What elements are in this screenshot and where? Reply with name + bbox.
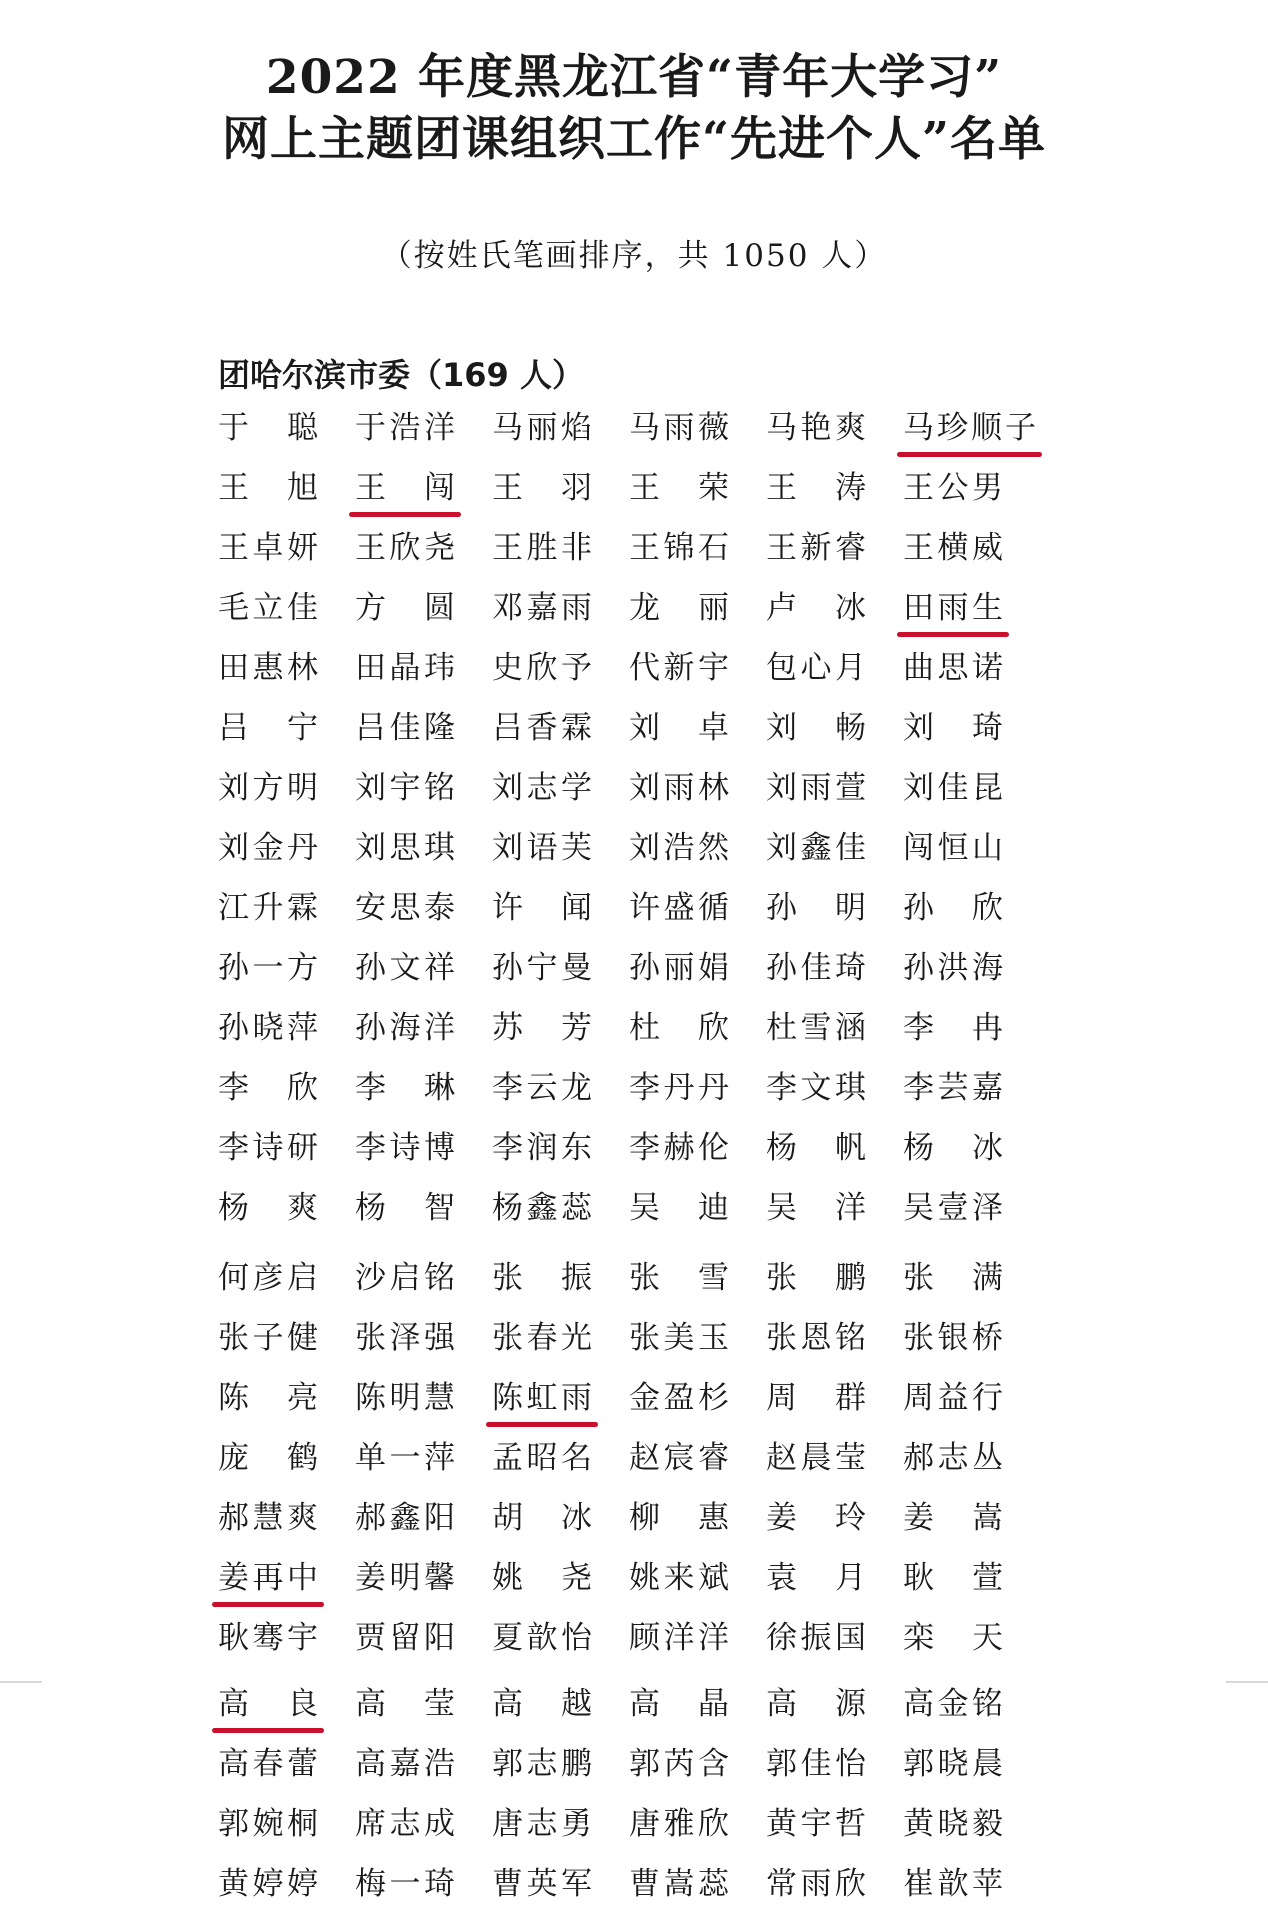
name-entry: 高 晶 [629,1686,729,1722]
name-entry: 孙 明 [766,890,866,926]
name-entry: 席 志 成 [355,1806,455,1842]
name-entry: 李 诗 研 [218,1130,318,1166]
name-entry: 许 闻 [492,890,592,926]
name-row [218,885,1058,935]
name-entry: 杜 欣 [629,1010,729,1046]
name-row [218,1741,1058,1791]
name-row [218,1861,1058,1911]
name-entry: 唐 志 勇 [492,1806,592,1842]
name-entry: 王 旭 [218,470,318,506]
name-entry: 姚 来 斌 [629,1560,729,1596]
name-row [218,645,1058,695]
name-entry: 李 欣 [218,1070,318,1106]
name-entry: 赵 晨 莹 [766,1440,866,1476]
name-entry: 沙 启 铭 [355,1260,455,1296]
name-entry: 包 心 月 [766,650,866,686]
name-entry: 于 聪 [218,410,318,446]
name-entry: 柳 惠 [629,1500,729,1536]
name-entry: 卢 冰 [766,590,866,626]
name-entry: 陈 明 慧 [355,1380,455,1416]
name-entry: 刘 鑫 佳 [766,830,866,866]
name-entry: 梅 一 琦 [355,1866,455,1902]
name-entry: 顾 洋 洋 [629,1620,729,1656]
name-row [218,1495,1058,1545]
name-entry: 常 雨 欣 [766,1866,866,1902]
name-entry: 江 升 霖 [218,890,318,926]
name-entry: 王 新 睿 [766,530,866,566]
name-row [218,705,1058,755]
name-entry: 于 浩 洋 [355,410,455,446]
name-entry: 马 艳 爽 [766,410,866,446]
highlight-underline [212,1728,324,1733]
name-entry: 许 盛 循 [629,890,729,926]
name-entry: 王 卓 妍 [218,530,318,566]
name-entry: 郝 慧 爽 [218,1500,318,1536]
name-entry: 张 鹏 [766,1260,866,1296]
name-row [218,1185,1058,1235]
document-title-line2: 网上主题团课组织工作“先进个人”名单 [221,112,1047,167]
name-entry: 马 珍 顺 子 [903,410,1036,446]
name-entry: 吴 迪 [629,1190,729,1226]
name-entry: 杨 爽 [218,1190,318,1226]
name-entry: 王 涛 [766,470,866,506]
name-entry: 王 锦 石 [629,530,729,566]
name-entry: 黄 晓 毅 [903,1806,1003,1842]
name-entry: 田 晶 玮 [355,650,455,686]
section-heading: 团哈尔滨市委（169 人） [218,356,584,394]
name-entry: 闯 恒 山 [903,830,1003,866]
name-entry: 李 云 龙 [492,1070,592,1106]
name-entry: 吕 宁 [218,710,318,746]
name-entry: 曲 思 诺 [903,650,1003,686]
name-entry: 姚 尧 [492,1560,592,1596]
name-entry: 栾 天 [903,1620,1003,1656]
name-entry: 高 良 [218,1686,318,1722]
name-entry: 姜 明 馨 [355,1560,455,1596]
name-entry: 庞 鹤 [218,1440,318,1476]
name-entry: 刘 琦 [903,710,1003,746]
name-row [218,825,1058,875]
name-entry: 李 芸 嘉 [903,1070,1003,1106]
name-entry: 马 丽 焰 [492,410,592,446]
name-entry: 郝 志 丛 [903,1440,1003,1476]
name-row [218,585,1058,635]
name-entry: 夏 歆 怡 [492,1620,592,1656]
name-entry: 张 恩 铭 [766,1320,866,1356]
name-row [218,1681,1058,1731]
name-row [218,1065,1058,1115]
name-entry: 刘 志 学 [492,770,592,806]
name-entry: 周 群 [766,1380,866,1416]
name-entry: 郝 鑫 阳 [355,1500,455,1536]
highlight-underline [897,452,1042,457]
name-entry: 贾 留 阳 [355,1620,455,1656]
name-entry: 黄 婷 婷 [218,1866,318,1902]
name-entry: 郭 婉 桐 [218,1806,318,1842]
highlight-underline [486,1422,598,1427]
name-entry: 刘 佳 昆 [903,770,1003,806]
name-entry: 曹 嵩 蕊 [629,1866,729,1902]
name-entry: 孙 一 方 [218,950,318,986]
name-row [218,525,1058,575]
highlight-underline [349,512,461,517]
name-entry: 刘 宇 铭 [355,770,455,806]
name-entry: 张 子 健 [218,1320,318,1356]
name-entry: 王 荣 [629,470,729,506]
name-entry: 张 振 [492,1260,592,1296]
highlight-underline [897,632,1009,637]
name-entry: 陈 虹 雨 [492,1380,592,1416]
name-row [218,1125,1058,1175]
name-entry: 孟 昭 名 [492,1440,592,1476]
name-entry: 唐 雅 欣 [629,1806,729,1842]
name-entry: 李 丹 丹 [629,1070,729,1106]
name-entry: 王 羽 [492,470,592,506]
name-entry: 杜 雪 涵 [766,1010,866,1046]
name-entry: 耿 萱 [903,1560,1003,1596]
name-entry: 李 文 琪 [766,1070,866,1106]
left-edge-mark [0,1681,42,1683]
name-row [218,405,1058,455]
name-entry: 单 一 萍 [355,1440,455,1476]
name-entry: 杨 智 [355,1190,455,1226]
name-entry: 刘 卓 [629,710,729,746]
name-row [218,1435,1058,1485]
name-entry: 陈 亮 [218,1380,318,1416]
name-entry: 刘 雨 萱 [766,770,866,806]
name-entry: 赵 宸 睿 [629,1440,729,1476]
name-entry: 杨 冰 [903,1130,1003,1166]
document-subtitle: （按姓氏笔画排序，共 1050 人） [380,238,888,274]
name-entry: 代 新 宇 [629,650,729,686]
name-entry: 刘 方 明 [218,770,318,806]
name-entry: 高 嘉 浩 [355,1746,455,1782]
name-entry: 刘 畅 [766,710,866,746]
name-entry: 郭 志 鹏 [492,1746,592,1782]
name-row [218,945,1058,995]
name-entry: 王 欣 尧 [355,530,455,566]
name-entry: 高 春 蕾 [218,1746,318,1782]
name-entry: 郭 晓 晨 [903,1746,1003,1782]
name-entry: 孙 丽 娟 [629,950,729,986]
document-title-line1: 2022 年度黑龙江省“青年大学习” [265,50,1003,105]
name-entry: 龙 丽 [629,590,729,626]
name-entry: 苏 芳 [492,1010,592,1046]
name-entry: 黄 宇 哲 [766,1806,866,1842]
name-entry: 刘 金 丹 [218,830,318,866]
name-entry: 孙 海 洋 [355,1010,455,1046]
name-entry: 张 泽 强 [355,1320,455,1356]
name-entry: 徐 振 国 [766,1620,866,1656]
name-entry: 崔 歆 苹 [903,1866,1003,1902]
name-entry: 张 春 光 [492,1320,592,1356]
name-row [218,1801,1058,1851]
name-entry: 刘 雨 林 [629,770,729,806]
name-entry: 李 赫 伦 [629,1130,729,1166]
name-entry: 耿 骞 宇 [218,1620,318,1656]
name-entry: 方 圆 [355,590,455,626]
name-entry: 吕 佳 隆 [355,710,455,746]
name-entry: 孙 佳 琦 [766,950,866,986]
name-entry: 李 琳 [355,1070,455,1106]
name-entry: 刘 浩 然 [629,830,729,866]
name-entry: 李 润 东 [492,1130,592,1166]
name-entry: 邓 嘉 雨 [492,590,592,626]
name-entry: 毛 立 佳 [218,590,318,626]
name-entry: 刘 语 芙 [492,830,592,866]
name-entry: 高 源 [766,1686,866,1722]
name-entry: 刘 思 琪 [355,830,455,866]
name-entry: 高 莹 [355,1686,455,1722]
name-entry: 袁 月 [766,1560,866,1596]
name-entry: 马 雨 薇 [629,410,729,446]
name-entry: 吴 壹 泽 [903,1190,1003,1226]
right-edge-mark [1226,1681,1268,1683]
name-entry: 吕 香 霖 [492,710,592,746]
name-entry: 张 银 桥 [903,1320,1003,1356]
name-entry: 高 金 铭 [903,1686,1003,1722]
name-entry: 安 思 泰 [355,890,455,926]
name-entry: 孙 晓 萍 [218,1010,318,1046]
name-entry: 张 满 [903,1260,1003,1296]
name-row [218,1375,1058,1425]
name-entry: 孙 洪 海 [903,950,1003,986]
name-entry: 杨 鑫 蕊 [492,1190,592,1226]
name-row [218,1005,1058,1055]
name-entry: 李 冉 [903,1010,1003,1046]
name-row [218,465,1058,515]
name-entry: 杨 帆 [766,1130,866,1166]
name-entry: 郭 芮 含 [629,1746,729,1782]
name-entry: 王 公 男 [903,470,1003,506]
name-entry: 田 雨 生 [903,590,1003,626]
name-entry: 高 越 [492,1686,592,1722]
name-entry: 曹 英 军 [492,1866,592,1902]
name-entry: 孙 文 祥 [355,950,455,986]
name-row [218,1615,1058,1665]
name-entry: 张 美 玉 [629,1320,729,1356]
name-entry: 田 惠 林 [218,650,318,686]
name-row [218,1555,1058,1605]
name-entry: 王 胜 非 [492,530,592,566]
name-entry: 金 盈 杉 [629,1380,729,1416]
name-row [218,1255,1058,1305]
name-entry: 史 欣 予 [492,650,592,686]
name-entry: 姜 嵩 [903,1500,1003,1536]
name-entry: 孙 宁 曼 [492,950,592,986]
name-entry: 王 横 威 [903,530,1003,566]
name-row [218,1315,1058,1365]
name-entry: 姜 再 中 [218,1560,318,1596]
name-entry: 姜 玲 [766,1500,866,1536]
name-row [218,765,1058,815]
name-entry: 王 闯 [355,470,455,506]
name-entry: 吴 洋 [766,1190,866,1226]
highlight-underline [212,1602,324,1607]
name-entry: 何 彦 启 [218,1260,318,1296]
name-entry: 李 诗 博 [355,1130,455,1166]
name-entry: 胡 冰 [492,1500,592,1536]
name-entry: 周 益 行 [903,1380,1003,1416]
name-entry: 孙 欣 [903,890,1003,926]
name-entry: 张 雪 [629,1260,729,1296]
name-entry: 郭 佳 怡 [766,1746,866,1782]
